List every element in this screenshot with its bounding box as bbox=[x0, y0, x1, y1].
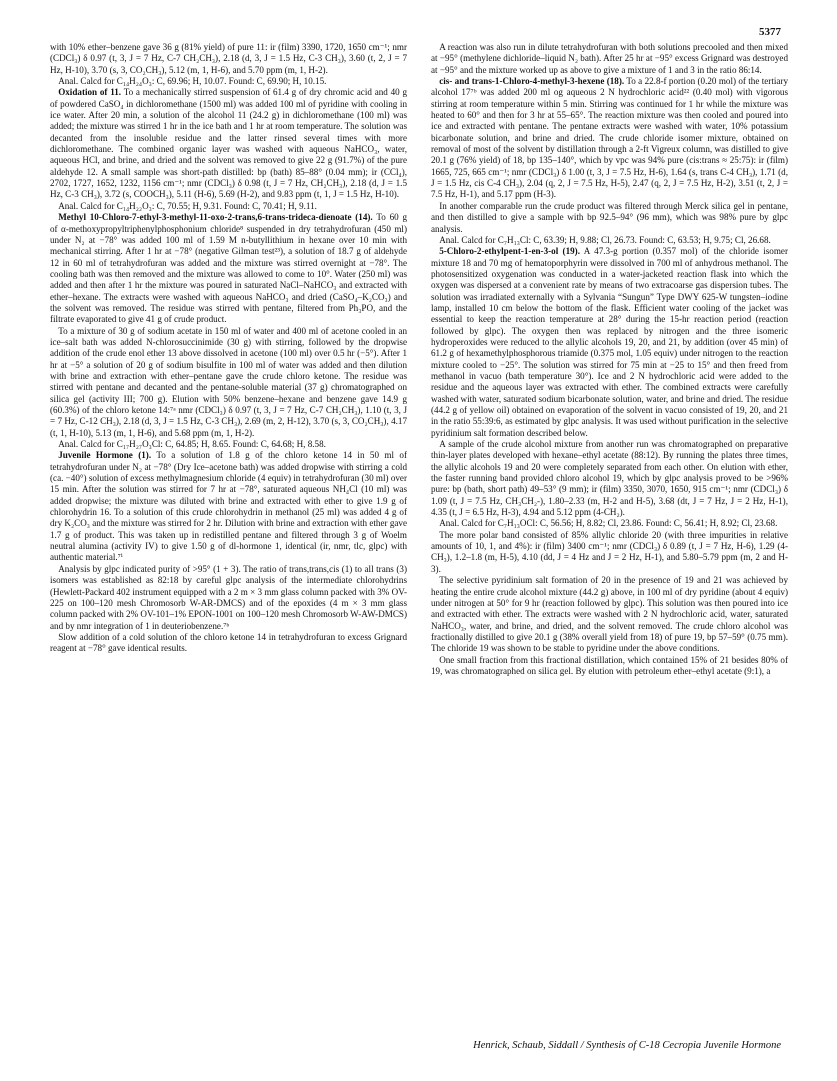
paragraph bbox=[431, 76, 788, 201]
paragraph bbox=[431, 42, 788, 76]
paragraph bbox=[431, 575, 788, 654]
paragraph-text: The selective pyridinium salt formation of 20 in the presence of 19 and 21 was achieved by heating the entire crude alcohol mixture (44.2 g) above, in 100 ml of dry pyridine (about 4 equiv) under nitrogen at 50° for 9 hr (reaction followed by glpc). This solution was then poured into ice and extracted with ether. The extracts were washed with 2 N hydrochloric acid, water, saturated NaHCO₃, water, and brine, and dried, and the solvent removed. The crude chloro alcohol was fractionally distilled to give 20.1 g (38% overall yield from 18) of pure 19, bp 57–59° (0.75 mm). The chloride 19 was shown to be stable to pyridine under the above conditions. bbox=[431, 575, 788, 654]
paragraph bbox=[431, 201, 788, 235]
paragraph bbox=[50, 87, 407, 200]
paragraph bbox=[50, 42, 407, 76]
paragraph bbox=[431, 530, 788, 575]
paragraph-text: Anal. Calcd for C₁₄H₂₄O₃: C, 69.96; H, 10.07. Found: C, 69.90; H, 10.15. bbox=[58, 76, 327, 87]
paragraph-text: To 60 g of α-methoxypropyltriphenylphosphonium chloride⁸ suspended in dry tetrahydrofuran (450 ml) under N₂ at −78° was added 100 ml of 1.59 M n-butyllithium in hexane over 10 min with mechanical stirring. After 1 hr at −78° (negative Gilman test²³), a solution of 18.7 g of aldehyde 12 in 60 ml of tetrahydrofuran was added and the mixture was stirred overnight at −78°. The cooling bath was then removed and the mixture was allowed to come to 10°. Water (250 ml) was added and then after 1 hr the mixture was poured in saturated NaCl–NaHCO₃ and extracted with ether–hexane. The extracts were washed with aqueous NaHCO₃ and dried (CaSO₄–K₂CO₃) and the solvent was removed. The residue was stirred with pentane, filtered from Ph₃PO, and the filtrate evaporated to give 41 g of crude product. bbox=[50, 212, 407, 325]
paragraph bbox=[431, 655, 788, 678]
paragraph bbox=[431, 246, 788, 439]
section-heading: cis- and trans-1-Chloro-4-methyl-3-hexene (18). bbox=[439, 76, 625, 87]
paragraph-text: The more polar band consisted of 85% allylic chloride 20 (with three impurities in relative amounts of 10, 1, and 4%): ir (film) 3400 cm⁻¹; nmr (CDCl₃) δ 0.89 (t, J = 7 Hz, H-6), 1.29 (4-CH₃), 1.2–1.8 (m, H-5), 4.10 (dd, J = 4 Hz and J = 2 Hz, H-1), and 5.80–5.79 ppm (m, 2 and H-3). bbox=[431, 529, 788, 574]
paragraph-text: with 10% ether–benzene gave 36 g (81% yield) of pure 11: ir (film) 3390, 1720, 1650 cm⁻¹; nmr (CDCl₃) δ 0.97 (t, 3, J = 7 Hz, C-7 CH₂CH₃), 2.18 (d, 3, J = 1.5 Hz, C-3 CH₃), 3.60 (t, 2, J = 7 Hz, H-10), 3.70 (s, 3, CO₂CH₃), 5.12 (m, 1, H-6), and 5.70 ppm (m, 1, H-2). bbox=[50, 42, 407, 75]
section-heading: Juvenile Hormone (1). bbox=[58, 450, 152, 461]
article-body bbox=[50, 42, 788, 1017]
section-heading: Methyl 10-Chloro-7-ethyl-3-methyl-11-oxo-2-trans,6-trans-trideca-dienoate (14). bbox=[58, 212, 373, 223]
paragraph-text: Anal. Calcd for C₁₄H₂₂O₃: C, 70.55; H, 9.31. Found: C, 70.41; H, 9.11. bbox=[58, 200, 317, 211]
paragraph-text: A sample of the crude alcohol mixture from another run was chromatographed on preparative thin-layer plates developed with hexane–ethyl acetate (88:12). By running the plates three times, the allylic alcohols 19 and 20 were completely separated from each other. On elution with ether, the faster running band provided chloro alcohol 19, which by glpc analysis proved to be >96% pure: bp (bath, short path) 49–53° (9 mm); ir (film) 3350, 3070, 1650, 915 cm⁻¹; nmr (CDCl₃) δ 1.09 (t, J = 7.5 Hz, CH₃CH₂-), 1.80–2.33 (m, H-2 and H-5), 3.68 (dt, J = 7 Hz, J = 2 Hz, H-1), 4.35 (t, J = 6.5 Hz, H-3), 4.94 and 5.12 ppm (4-CH₂). bbox=[431, 439, 788, 518]
section-heading: 5-Chloro-2-ethylpent-1-en-3-ol (19). bbox=[439, 246, 580, 257]
paragraph bbox=[431, 518, 788, 529]
paragraph bbox=[50, 564, 407, 632]
paragraph bbox=[50, 450, 407, 563]
left-column bbox=[50, 42, 407, 1017]
paragraph-text: To a solution of 1.8 g of the chloro ketone 14 in 50 ml of tetrahydrofuran under N₂ at −78° (Dry Ice–acetone bath) was added dropwise with stirring a cold (ca. −40°) solution of excess methylmagnesium chloride (4 equiv) in tetrahydrofuran (30 ml) over 15 min. After the solution was stirred for 7 hr at −78°, saturated aqueous NH₄Cl (10 ml) was added dropwise; the mixture was diluted with brine and extracted with ether to give 1.9 g of chlorohydrin 16. To a solution of this crude chlorohydrin in methanol (25 ml) was added 4 g of dry K₂CO₃ and the mixture was stirred for 2 hr. Dilution with brine and extraction with ether gave 1.7 g of product. This was taken up in redistilled pentane and filtered through 3 g of Woelm neutral alumina (activity IV) to give 1.50 g of dl-hormone 1, identical (ir, nmr, tlc, glpc) with authentic material.⁷ⁱ bbox=[50, 450, 407, 563]
paragraph-text: In another comparable run the crude product was filtered through Merck silica gel in pentane, and then distilled to give a sample with bp 92.5–94° (96 mm), which was 98% pure by glpc analysis. bbox=[431, 200, 788, 234]
page-number: 5377 bbox=[759, 26, 781, 38]
paragraph-text: A 47.3-g portion (0.357 mol) of the chloride isomer mixture 18 and 70 mg of hematoporphyrin were dissolved in 700 ml of anhydrous methanol. The photosensitized oxygenation was conducted in a water-jacketed reaction flask into which the oxygen was dispersed at a convenient rate by means of two extracoarse gas dispersion tubes. The solution was irradiated externally with a Sylvania “Sungun” Type DWY 625-W tungsten–iodine lamp, installed 10 cm below the bottom of the flask. Efficient water cooling of the jacket was essential to keep the reaction temperature at 28° during the 15-hr reaction period (reaction followed by glpc). The oxygen then was replaced by nitrogen and the three isomeric hydroperoxides were reduced to the allylic alcohols 19, 20, and 21, by addition (over 45 min) of 61.2 g of hexamethylphosphorous triamide (0.375 mol, 1.05 equiv) under nitrogen to the reaction mixture cooled to −25°. The solution was stirred for 75 min at −25 to 15° and then freed from methanol in vacuo (bath temperature 30°). Ice and 2 N hydrochloric acid were added to the residue and the aqueous layer was extracted with ether. The combined extracts were carefully washed with water, saturated sodium bicarbonate solution, water, and brine and dried. The residue (44.2 g of yellow oil) obtained on evaporation of the solvent in vacuo consisted of 19, 20, and 21 in the ratio 55:39:6, as estimated by glpc analysis. It was used without purification in the selective pyridinium salt formation described below. bbox=[431, 246, 788, 438]
section-heading: Oxidation of 11. bbox=[58, 87, 122, 98]
paragraph bbox=[50, 326, 407, 439]
paragraph bbox=[50, 76, 407, 87]
paragraph-text: To a mechanically stirred suspension of 61.4 g of dry chromic acid and 40 g of powdered CaSO₄ in dichloromethane (1500 ml) was added 100 ml of pyridine with cooling in ice water. After 20 min, a solution of the alcohol 11 (24.2 g) in dichloromethane (100 ml) was added; the mixture was stirred 1 hr in the ice bath and 1 hr at room temperature. The solution was decanted from the insoluble residue and the latter rinsed several times with more dichloromethane. The combined organic layer was washed with aqueous NaHCO₃, water, aqueous HCl, and brine, and dried and the solvent was removed to give 22 g (91.7%) of the pure aldehyde 12. A small sample was short-path distilled: bp (bath) 85–88° (0.04 mm); ir (CCl₄), 2702, 1727, 1652, 1232, 1156 cm⁻¹; nmr (CDCl₃) δ 0.98 (t, J = 7 Hz, CH₂CH₃), 2.18 (d, J = 1.5 Hz, C-3 CH₃), 3.72 (s, COOCH₃), 5.11 (H-6), 5.69 (H-2), and 9.83 ppm (t, 1, J = 1.5 Hz, H-10). bbox=[50, 87, 407, 200]
paragraph bbox=[50, 632, 407, 655]
paragraph bbox=[431, 439, 788, 518]
paragraph-text: Analysis by glpc indicated purity of >95° (1 + 3). The ratio of trans,trans,cis (1) to all trans (3) isomers was established as 82:18 by careful glpc analysis of the intermediate chlorohydrins (Hewlett-Packard 402 instrument equipped with a 2 m × 3 mm glass column packed with 3% OV-225 on 100–120 mesh Chromosorb W-AR-DMCS) and of the epoxides (4 m × 3 mm glass column packed with 2% OV-101–1% EPON-1001 on 100–120 mesh Chromosorb W-AW-DMCS) and by nmr integration of 1 in deuteriobenzene.⁷ᵇ bbox=[50, 563, 407, 631]
paragraph-text: A reaction was also run in dilute tetrahydrofuran with both solutions precooled and then mixed at −95° (methylene dichloride–liquid N₂ bath). After 25 hr at −95° excess Grignard was destroyed at −95° and the mixture worked up as above to give a mixture of 1 and 3 in the ratio 86:14. bbox=[431, 42, 788, 75]
paragraph-text: To a 22.8-f portion (0.20 mol) of the tertiary alcohol 17⁷ᵇ was added 200 ml og aqueous 2 N hydrochloric acid²² (0.40 mol) with vigorous stirring at room temperature within 5 min. Stirring was continued for 1 hr while the mixture was heated to 60° and then for 3 hr at 55–65°. The reaction mixture was then cooled and poured into ice and extracted with pentane. The pentane extracts were washed with water, 10% potassium bicarbonate solution, and brine and dried. The crude chloride isomer mixture, obtained on removal of most of the solvent by distillation through a 2-ft Vigreux column, was distilled to give 20.1 g (76% yield) of 18, bp 135–140°, which by vpc was 94% pure (cis:trans ≈ 25:75): ir (film) 1665, 725, 665 cm⁻¹; nmr (CDCl₃) δ 1.00 (t, 3, J = 7.5 Hz, H-6), 1.64 (s, trans C-4 CH₃), 1.71 (d, J = 1.5 Hz, cis C-4 CH₃), 2.04 (q, 2, J = 7.5 Hz, H-5), 2.47 (q, 2, J = 7.5 Hz, H-2), 3.51 (t, 2, J = 7.5 Hz, H-1), and 5.17 ppm (H-3). bbox=[431, 76, 788, 200]
right-column bbox=[431, 42, 788, 1017]
paragraph-text: Anal. Calcd for C₁₇H₂₇O₃Cl: C, 64.85; H, 8.65. Found: C, 64.68; H, 8.58. bbox=[58, 439, 326, 450]
paragraph bbox=[50, 439, 407, 450]
paragraph bbox=[50, 201, 407, 212]
paragraph bbox=[431, 235, 788, 246]
paragraph-text: Anal. Calcd for C₇H₁₃OCl: C, 56.56; H, 8.82; Cl, 23.86. Found: C, 56.41; H, 8.92; Cl, 23.68. bbox=[439, 518, 778, 529]
paragraph-text: One small fraction from this fractional distillation, which contained 15% of 21 besides 80% of 19, was chromatographed on silica gel. By elution with petroleum ether–ethyl acetate (9:1), a bbox=[431, 654, 788, 676]
running-footer: Henrick, Schaub, Siddall / Synthesis of C-18 Cecropia Juvenile Hormone bbox=[473, 1040, 781, 1051]
paragraph-text: To a mixture of 30 g of sodium acetate in 150 ml of water and 400 ml of acetone cooled in an ice–salt bath was added N-chlorosuccinimide (30 g) with stirring, followed by the dropwise addition of the crude enol ether 13 above dissolved in acetone (100 ml) over 0.5 hr (−5°). After 1 hr at −5° a solution of 20 g of sodium bisulfite in 100 ml of water was added and then dilution with brine and extraction with ether–pentane gave the crude chloro ketone. The residue was stirred with pentane and decanted and the pentane-soluble material (37 g) chromatographed on silica gel (activity III; 700 g). Elution with 50% benzene–hexane and benzene gave 14.9 g (60.3%) of the chloro ketone 14:⁷ᵃ nmr (CDCl₃) δ 0.97 (t, 3, J = 7 Hz, C-7 CH₂CH₃), 1.10 (t, 3, J = 7 Hz, C-12 CH₃), 2.18 (d, 3, J = 1.5 Hz, C-3 CH₃), 2.69 (m, 2, H-12), 3.70 (s, 3, CO₂CH₃), 4.17 (t, 1, H-10), 5.13 (m, 1, H-6), and 5.68 ppm (m, 1, H-2). bbox=[50, 325, 407, 438]
paragraph-text: Slow addition of a cold solution of the chloro ketone 14 in tetrahydrofuran to excess Grignard reagent at −78° gave identical results. bbox=[50, 631, 407, 654]
paragraph bbox=[50, 212, 407, 325]
paragraph-text: Anal. Calcd for C₇H₁₃Cl: C, 63.39; H, 9.88; Cl, 26.73. Found: C, 63.53; H, 9.75; Cl, 26.68. bbox=[439, 234, 771, 245]
